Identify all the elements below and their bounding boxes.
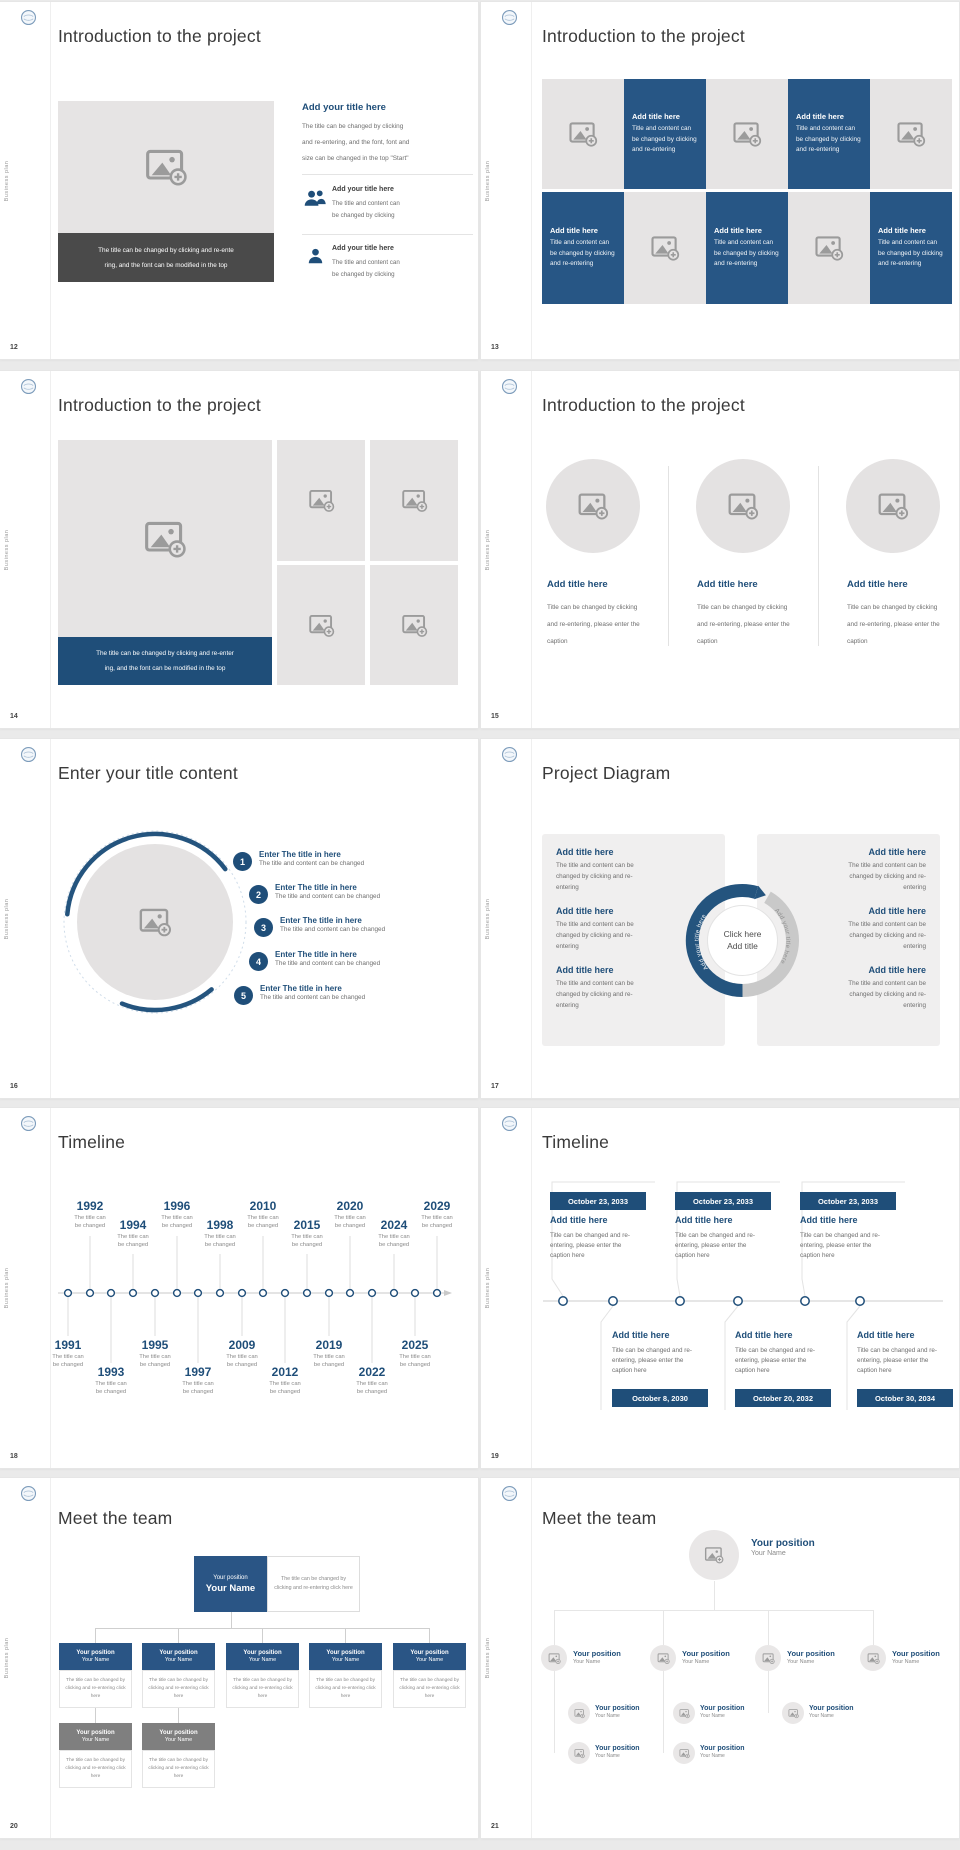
vertical-label: Business plan [485, 160, 491, 201]
body-line: The title can be changed by clicking [302, 123, 404, 130]
caption-line: ing, and the font can be modified in the top [104, 665, 226, 672]
step-number: 1 [233, 852, 252, 871]
slide-thumbnail-16[interactable] [0, 739, 478, 1098]
panel-item-title: Add title here [556, 965, 614, 975]
date-chip: October 20, 2032 [735, 1389, 831, 1407]
cell-title: Add title here [632, 112, 680, 122]
people-icon [303, 188, 327, 209]
connector [554, 1610, 873, 1611]
rail-divider [50, 2, 51, 359]
image-placeholder-circle [546, 459, 640, 553]
slide-number: 12 [10, 344, 18, 351]
org-node-label: Your position Your Name [700, 1745, 745, 1759]
person-icon [306, 247, 325, 266]
slide-title: Introduction to the project [58, 395, 261, 415]
brand-logo-icon [20, 378, 37, 395]
grid-text-cell [624, 79, 706, 189]
vertical-label: Business plan [4, 529, 10, 570]
cycle-diagram [677, 875, 808, 1006]
avatar-placeholder [755, 1645, 781, 1671]
org-box-gray: Your position Your Name [142, 1723, 215, 1750]
org-node-label: Your position Your Name [809, 1705, 854, 1719]
avatar-placeholder [673, 1742, 695, 1764]
tag-title: Add title here [735, 1330, 793, 1340]
org-box: Your position Your Name [226, 1643, 299, 1670]
tag-caption: Title can be changed and re-entering, please enter the caption here [612, 1347, 692, 1374]
timeline-year: 1998 The title can be changed [204, 1218, 236, 1248]
image-placeholder-circle [696, 459, 790, 553]
cell-title: Add title here [796, 112, 844, 122]
caption-line: ring, and the font can be modified in the top [104, 261, 228, 269]
column-divider [818, 466, 819, 646]
arc-label: Add your title here [694, 913, 710, 971]
org-node-label: Your position Your Name [595, 1745, 640, 1759]
grid-text-cell [542, 192, 624, 304]
slide-thumbnail-18[interactable] [0, 1108, 478, 1468]
timeline-year: 2025 The title can be changed [399, 1338, 431, 1368]
step-number: 4 [249, 952, 268, 971]
name-label: Your Name [751, 1550, 786, 1557]
arc-label: Add your title here [773, 907, 791, 965]
timeline-year: 2029 The title can be changed [421, 1199, 453, 1229]
body-line: and re-entering, and the font, font and [302, 139, 410, 146]
step-caption: The title and content can be changed [275, 893, 381, 900]
timeline-year: 2022 The title can be changed [356, 1365, 388, 1395]
image-placeholder-circle [846, 459, 940, 553]
panel-item-title: Add title here [868, 847, 926, 857]
cell-caption: Title and content can be changed by clicking and re-entering [878, 239, 943, 268]
image-placeholder [370, 565, 458, 685]
avatar-placeholder [568, 1742, 590, 1764]
connector [768, 1671, 769, 1713]
step-caption: The title and content can be changed [280, 926, 386, 933]
panel-item-caption: The title and content can be changed by clicking and re-entering [556, 980, 634, 1009]
avatar-placeholder [541, 1645, 567, 1671]
slide-thumbnail-20[interactable] [0, 1478, 478, 1838]
tag-title: Add title here [612, 1330, 670, 1340]
org-box: Your position Your Name [309, 1643, 382, 1670]
rail-divider [50, 739, 51, 1098]
image-placeholder [370, 440, 458, 561]
slide-number: 16 [10, 1083, 18, 1090]
timeline-year: 1993 The title can be changed [95, 1365, 127, 1395]
slide-thumbnail-19[interactable] [481, 1108, 959, 1468]
avatar-placeholder [568, 1702, 590, 1724]
center-label-1: Click here [723, 929, 762, 939]
tag-title: Add title here [857, 1330, 915, 1340]
org-box-caption: The title can be changed by clicking and re-entering click here [142, 1750, 215, 1788]
panel-item-caption: The title and content can be changed by clicking and re-entering [848, 921, 926, 950]
org-box-caption: The title can be changed by clicking and re-entering click here [142, 1670, 215, 1708]
rail-divider [531, 1478, 532, 1838]
image-placeholder [870, 79, 952, 189]
column-caption: Title can be changed by clicking and re-entering, please enter the caption [697, 604, 790, 645]
vertical-label: Business plan [4, 1637, 10, 1679]
grid-text-cell [870, 192, 952, 304]
image-placeholder [58, 101, 274, 233]
slide-title: Timeline [542, 1132, 610, 1152]
cell-caption: Title and content can be changed by clicking and re-entering [632, 125, 697, 154]
vertical-label: Business plan [485, 898, 491, 939]
image-placeholder [788, 192, 870, 304]
slide-title: Introduction to the project [542, 26, 745, 46]
slide-thumbnail-12[interactable] [0, 2, 478, 359]
column-title: Add title here [847, 579, 908, 590]
connector [768, 1610, 769, 1645]
slide-number: 21 [491, 1823, 499, 1830]
numbered-item [249, 883, 381, 904]
cell-title: Add title here [550, 226, 598, 236]
cell-title: Add title here [714, 226, 762, 236]
tag-caption: Title can be changed and re-entering, please enter the caption here [675, 1232, 755, 1259]
brand-logo-icon [20, 1485, 37, 1502]
panel-item-title: Add title here [868, 906, 926, 916]
grid-text-cell [706, 192, 788, 304]
brand-logo-icon [20, 746, 37, 763]
slide-title: Introduction to the project [542, 395, 745, 415]
vertical-label: Business plan [485, 529, 491, 570]
timeline-year: 2019 The title can be changed [313, 1338, 345, 1368]
step-caption: The title and content can be changed [260, 994, 366, 1001]
body-line: size can be changed in the top "Start" [302, 155, 409, 162]
panel-item-caption: The title and content can be changed by clicking and re-entering [556, 921, 634, 950]
connector [345, 1628, 346, 1643]
slide-number: 13 [491, 344, 499, 351]
org-box-caption: The title can be changed by clicking and re-entering click here [309, 1670, 382, 1708]
center-label-2: Add title [727, 941, 758, 951]
cell-title: Add title here [878, 226, 926, 236]
item-text [332, 257, 400, 281]
connector [714, 1581, 715, 1610]
slide-number: 19 [491, 1453, 499, 1460]
step-title: Enter The title in here [275, 950, 357, 959]
timeline-year: 1991 The title can be changed [52, 1338, 84, 1368]
connector [663, 1671, 664, 1753]
rail-divider [50, 1478, 51, 1838]
slide-number: 15 [491, 713, 499, 720]
date-chip: October 30, 2034 [857, 1389, 953, 1407]
image-placeholder [624, 192, 706, 304]
org-node-label: Your position Your Name [595, 1705, 640, 1719]
column-divider [668, 466, 669, 646]
step-caption: The title and content can be changed [275, 960, 381, 967]
org-node-label: Your position Your Name [787, 1649, 835, 1665]
org-root-box [194, 1556, 267, 1612]
connector [429, 1628, 430, 1643]
item-text [332, 198, 400, 222]
svg-text:Add title [727, 941, 758, 951]
tag-caption: Title can be changed and re-entering, please enter the caption here [550, 1232, 630, 1259]
timeline-year: 2024 The title can be changed [378, 1218, 410, 1248]
slide-number: 20 [10, 1823, 18, 1830]
timeline-axis [0, 1108, 478, 1468]
tag-caption: Title can be changed and re-entering, please enter the caption here [857, 1347, 937, 1374]
brand-logo-icon [501, 746, 518, 763]
avatar-placeholder [860, 1645, 886, 1671]
org-box-caption: The title can be changed by clicking and re-entering click here [226, 1670, 299, 1708]
section-body [302, 119, 409, 167]
slide-title: Timeline [58, 1132, 126, 1152]
add-image-icon [138, 905, 172, 939]
image-placeholder [277, 565, 365, 685]
cell-caption: Title and content can be changed by clicking and re-entering [796, 125, 861, 154]
rail-divider [50, 371, 51, 728]
cell-caption: Title and content can be changed by clicking and re-entering [714, 239, 779, 268]
image-caption-bar [58, 637, 272, 685]
grid-text-cell [788, 79, 870, 189]
item-line: be changed by clicking [332, 271, 395, 278]
date-chip: October 8, 2030 [612, 1389, 708, 1407]
timeline-year: 1995 The title can be changed [139, 1338, 171, 1368]
step-number: 2 [249, 885, 268, 904]
image-placeholder [277, 440, 365, 561]
connector [231, 1612, 232, 1628]
section-heading: Add your title here [302, 102, 386, 113]
org-root-label [751, 1538, 815, 1557]
tag-title: Add title here [800, 1215, 858, 1225]
caption-line: The title can be changed by clicking and re-enter [96, 650, 234, 657]
brand-logo-icon [501, 1485, 518, 1502]
org-box: Your position Your Name [142, 1643, 215, 1670]
slide-title: Meet the team [58, 1508, 173, 1528]
connector [178, 1628, 179, 1643]
tag-title: Add title here [550, 1215, 608, 1225]
panel-item-caption: The title and content can be changed by clicking and re-entering [556, 862, 634, 891]
date-chip: October 23, 2033 [800, 1192, 896, 1210]
slide-number: 17 [491, 1083, 499, 1090]
add-image-icon [144, 145, 188, 189]
column-caption: Title can be changed by clicking and re-entering, please enter the caption [547, 604, 640, 645]
numbered-item [234, 984, 366, 1005]
slide-thumbnail-15[interactable] [481, 371, 959, 728]
connector [95, 1628, 96, 1643]
slide-thumbnail-14[interactable] [0, 371, 478, 728]
item-title: Add your title here [332, 245, 394, 252]
slide-title: Enter your title content [58, 763, 238, 783]
vertical-label: Business plan [4, 1267, 10, 1309]
timeline-year: 2009 The title can be changed [226, 1338, 258, 1368]
tag-caption: Title can be changed and re-entering, please enter the caption here [800, 1232, 880, 1259]
date-chip: October 23, 2033 [550, 1192, 646, 1210]
timeline-axis [481, 1108, 959, 1468]
column-caption: Title can be changed by clicking and re-entering, please enter the caption [847, 604, 940, 645]
divider [302, 234, 473, 235]
item-line: be changed by clicking [332, 212, 395, 219]
date-chip: October 23, 2033 [675, 1192, 771, 1210]
image-placeholder [706, 79, 788, 189]
step-title: Enter The title in here [260, 984, 342, 993]
column-title: Add title here [697, 579, 758, 590]
step-title: Enter The title in here [259, 850, 341, 859]
timeline-year: 1992 The title can be changed [74, 1199, 106, 1229]
image-placeholder [542, 79, 624, 189]
slide-title: Project Diagram [542, 763, 671, 783]
position-label: Your position [213, 1574, 248, 1581]
slide-title: Meet the team [542, 1508, 657, 1528]
org-box: Your position Your Name [393, 1643, 466, 1670]
brand-logo-icon [501, 9, 518, 26]
step-title: Enter The title in here [280, 916, 362, 925]
tag-caption: Title can be changed and re-entering, please enter the caption here [735, 1347, 815, 1374]
rail-divider [531, 2, 532, 359]
connector [95, 1708, 96, 1723]
avatar-placeholder [689, 1530, 739, 1580]
divider [302, 174, 473, 175]
avatar-placeholder [650, 1645, 676, 1671]
vertical-label: Business plan [4, 160, 10, 201]
org-box-caption: The title can be changed by clicking and re-entering click here [393, 1670, 466, 1708]
vertical-label: Business plan [485, 1637, 491, 1679]
panel-item-title: Add title here [556, 847, 614, 857]
svg-text:Click here [724, 929, 762, 939]
slide-number: 14 [10, 713, 18, 720]
timeline-year: 2015 The title can be changed [291, 1218, 323, 1248]
timeline-year: 1996 The title can be changed [161, 1199, 193, 1229]
item-title: Add your title here [332, 186, 394, 193]
org-box: Your position Your Name [59, 1643, 132, 1670]
connector [554, 1671, 555, 1753]
brand-logo-icon [501, 378, 518, 395]
tag-title: Add title here [675, 1215, 733, 1225]
item-line: The title and content can [332, 259, 400, 266]
org-box-caption: The title can be changed by clicking and re-entering click here [59, 1750, 132, 1788]
image-placeholder [58, 440, 272, 637]
step-number: 5 [234, 986, 253, 1005]
caption-line: The title can be changed by clicking and re-ente [98, 246, 234, 254]
step-number: 3 [254, 918, 273, 937]
numbered-item [233, 850, 365, 871]
panel-item-caption: The title and content can be changed by clicking and re-entering [848, 862, 926, 891]
timeline-year: 2020 The title can be changed [334, 1199, 366, 1229]
slide-thumbnail-21[interactable] [481, 1478, 959, 1838]
name-label: Your Name [205, 1582, 256, 1594]
org-node-label: Your position Your Name [892, 1649, 940, 1665]
slide-thumbnail-13[interactable] [481, 2, 959, 359]
brand-logo-icon [20, 9, 37, 26]
org-root-note: The title can be changed by clicking and re-entering click here [267, 1556, 360, 1612]
timeline-year: 1994 The title can be changed [117, 1218, 149, 1248]
column-title: Add title here [547, 579, 608, 590]
cell-caption: Title and content can be changed by clicking and re-entering [550, 239, 615, 268]
numbered-item [254, 916, 386, 937]
panel-item-caption: The title and content can be changed by clicking and re-entering [848, 980, 926, 1009]
connector [663, 1610, 664, 1645]
vertical-label: Business plan [4, 898, 10, 939]
panel-item-title: Add title here [868, 965, 926, 975]
org-node-label: Your position Your Name [573, 1649, 621, 1665]
timeline-year: 2012 The title can be changed [269, 1365, 301, 1395]
position-label: Your position [751, 1538, 815, 1549]
image-caption-bar [58, 233, 274, 282]
panel-item-title: Add title here [556, 906, 614, 916]
connector [873, 1610, 874, 1645]
step-caption: The title and content can be changed [259, 860, 365, 867]
item-line: The title and content can [332, 200, 400, 207]
slide-number: 18 [10, 1453, 18, 1460]
org-box-gray: Your position Your Name [59, 1723, 132, 1750]
numbered-item [249, 950, 381, 971]
rail-divider [531, 371, 532, 728]
connector [178, 1708, 179, 1723]
rail-divider [531, 739, 532, 1098]
org-node-label: Your position Your Name [700, 1705, 745, 1719]
vertical-label: Business plan [485, 1267, 491, 1309]
avatar-placeholder [673, 1702, 695, 1724]
timeline-year: 2010 The title can be changed [247, 1199, 279, 1229]
step-title: Enter The title in here [275, 883, 357, 892]
connector [262, 1628, 263, 1643]
timeline-year: 1997 The title can be changed [182, 1365, 214, 1395]
slide-thumbnail-17[interactable] [481, 739, 959, 1098]
connector [554, 1610, 555, 1645]
avatar-placeholder [782, 1702, 804, 1724]
slide-title: Introduction to the project [58, 26, 261, 46]
org-node-label: Your position Your Name [682, 1649, 730, 1665]
org-box-caption: The title can be changed by clicking and re-entering click here [59, 1670, 132, 1708]
